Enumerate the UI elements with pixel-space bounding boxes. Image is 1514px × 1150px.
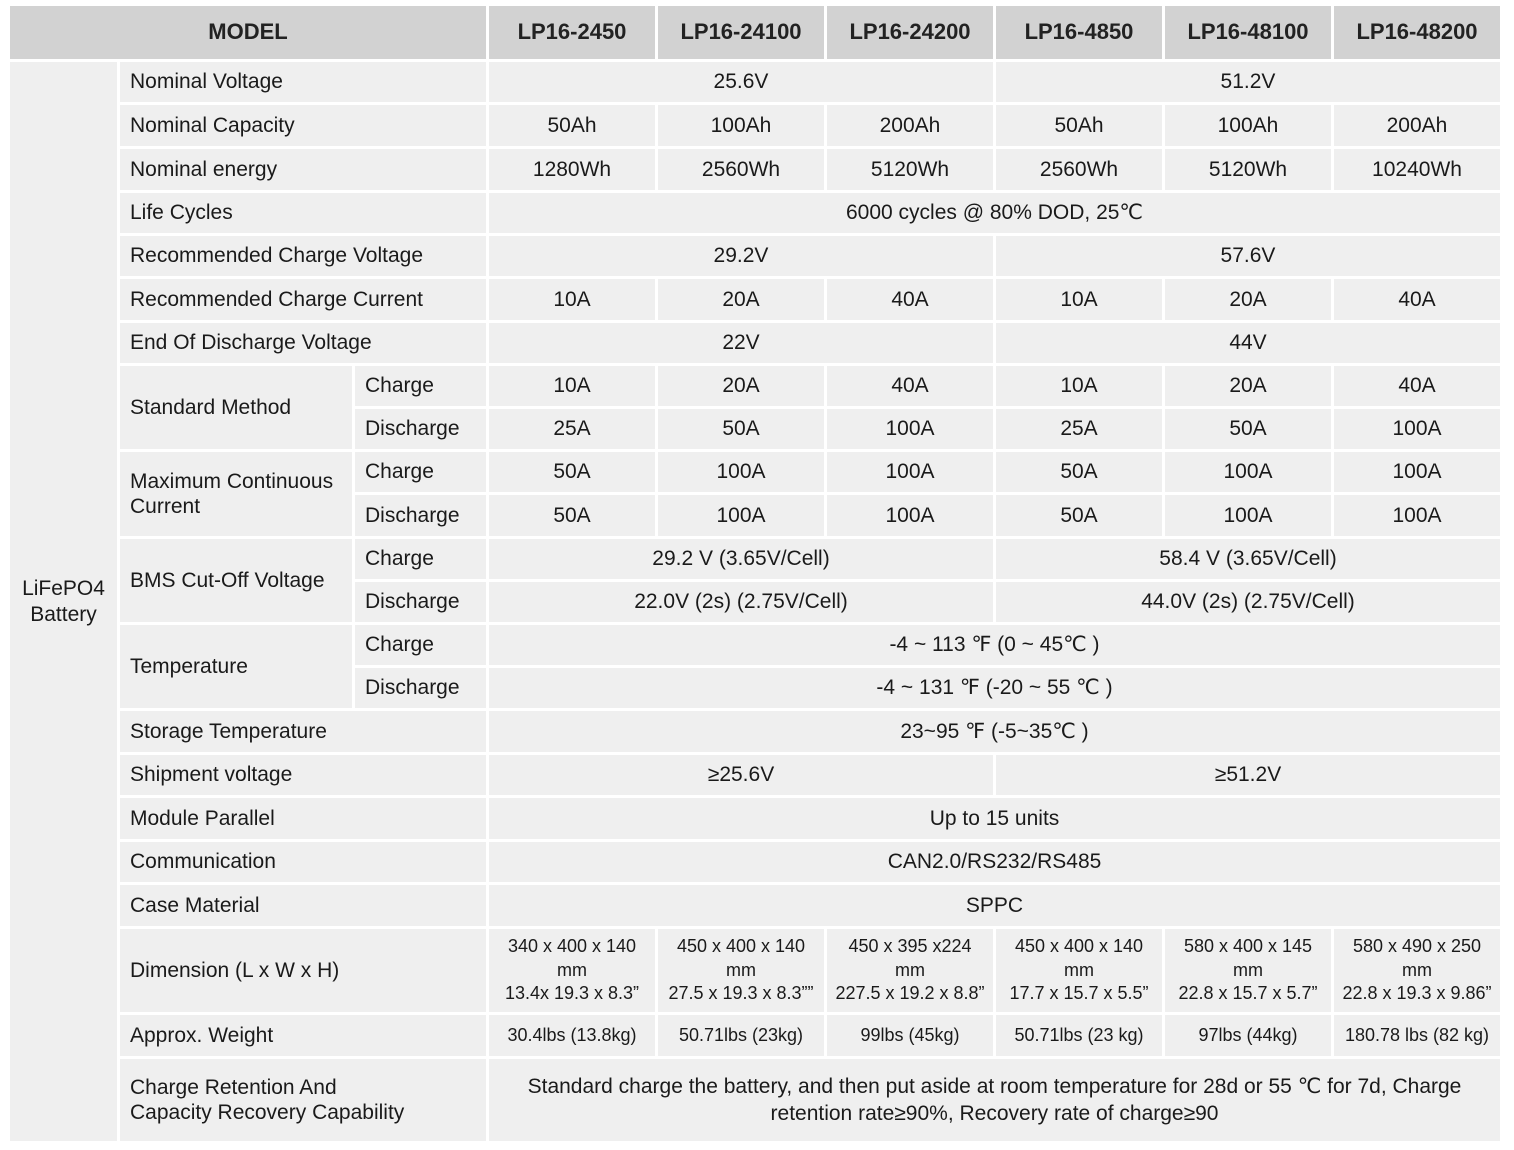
dimension-inch: 17.7 x 15.7 x 5.5”: [1009, 983, 1149, 1004]
row-label: Temperature: [120, 625, 355, 711]
table-row: [10, 236, 1503, 279]
row-label: Recommended Charge Voltage: [120, 236, 489, 279]
dimension-mm: 580 x 490 x 250: [1352, 936, 1482, 957]
dimension-mm: 450 x 400 x 140: [676, 936, 806, 957]
table-row: [10, 62, 1503, 105]
dimension-unit: mm: [557, 959, 587, 980]
value-cell: 100A: [827, 409, 996, 452]
value-cell: 25A: [996, 409, 1165, 452]
dimension-unit: mm: [895, 959, 925, 980]
value-cell: 50A: [489, 495, 658, 539]
table-row: [10, 711, 1503, 755]
value-cell: 2560Wh: [658, 149, 827, 193]
table-row: [10, 323, 1503, 366]
value-cell: 100A: [658, 495, 827, 539]
row-label: Approx. Weight: [120, 1015, 489, 1059]
row-label-line: Charge Retention And: [130, 1075, 337, 1099]
value-cell: 50A: [996, 495, 1165, 539]
sub-label: Discharge: [355, 582, 489, 625]
model-column-header: LP16-2450: [489, 6, 658, 62]
row-label: Nominal Capacity: [120, 105, 489, 149]
value-cell: 57.6V: [996, 236, 1503, 279]
value-cell: 22V: [489, 323, 996, 366]
value-cell: 20A: [1165, 279, 1334, 323]
value-cell: 200Ah: [827, 105, 996, 149]
value-cell: 29.2V: [489, 236, 996, 279]
dimension-unit: mm: [726, 959, 756, 980]
value-cell: 40A: [827, 279, 996, 323]
header-row: [10, 6, 1503, 62]
row-label-line: Capacity Recovery Capability: [130, 1101, 405, 1124]
value-cell: 25.6V: [489, 62, 996, 105]
value-cell: 100A: [658, 452, 827, 495]
value-cell: 50A: [1165, 409, 1334, 452]
model-header: MODEL: [10, 6, 489, 62]
sub-label: Charge: [355, 366, 489, 409]
value-cell: 20A: [658, 279, 827, 323]
row-label: Communication: [120, 842, 489, 885]
value-cell: SPPC: [489, 885, 1503, 929]
value-cell: 20A: [1165, 366, 1334, 409]
table-row: [10, 842, 1503, 885]
value-cell: ≥25.6V: [489, 755, 996, 798]
row-label: [120, 452, 355, 539]
row-label: Dimension (L x W x H): [120, 929, 489, 1015]
value-cell: 50A: [658, 409, 827, 452]
value-cell: 6000 cycles @ 80% DOD, 25℃: [489, 193, 1503, 236]
table-row: [10, 625, 1503, 668]
value-cell: 40A: [1334, 366, 1503, 409]
row-label: [120, 1059, 489, 1144]
sub-label: Discharge: [355, 668, 489, 711]
value-cell: 22.0V (2s) (2.75V/Cell): [489, 582, 996, 625]
table-row: [10, 885, 1503, 929]
value-cell: 100A: [1334, 495, 1503, 539]
value-cell: 58.4 V (3.65V/Cell): [996, 539, 1503, 582]
value-cell: 40A: [1334, 279, 1503, 323]
retention-text-line: retention rate≥90%, Recovery rate of charge≥90: [770, 1102, 1219, 1125]
row-label: Storage Temperature: [120, 711, 489, 755]
row-label: BMS Cut-Off Voltage: [120, 539, 355, 625]
model-column-header: LP16-24200: [827, 6, 996, 62]
value-cell: 100A: [1334, 452, 1503, 495]
value-cell: 100A: [1165, 452, 1334, 495]
table-row: [10, 452, 1503, 495]
table-row: [10, 366, 1503, 409]
dimension-mm: 580 x 400 x 145: [1183, 936, 1313, 957]
table-row: [10, 539, 1503, 582]
dimension-cell: [1165, 929, 1334, 1015]
value-cell: 20A: [658, 366, 827, 409]
row-label: End Of Discharge Voltage: [120, 323, 489, 366]
table-row: [10, 755, 1503, 798]
value-cell: 44.0V (2s) (2.75V/Cell): [996, 582, 1503, 625]
row-label: Life Cycles: [120, 193, 489, 236]
value-cell: 10A: [489, 366, 658, 409]
value-cell: 100A: [827, 495, 996, 539]
value-cell: 100A: [1165, 495, 1334, 539]
dimension-mm: 450 x 395 x224: [848, 936, 972, 957]
row-label-line: Maximum Continuous: [130, 469, 334, 493]
dimension-unit: mm: [1233, 959, 1263, 980]
value-cell: Up to 15 units: [489, 798, 1503, 842]
dimension-inch: 22.8 x 15.7 x 5.7”: [1178, 983, 1318, 1004]
table-row: [10, 105, 1503, 149]
value-cell: -4 ~ 131 ℉ (-20 ~ 55 ℃ ): [489, 668, 1503, 711]
dimension-cell: [996, 929, 1165, 1015]
value-cell: 50Ah: [489, 105, 658, 149]
value-cell: 50.71lbs (23 kg): [996, 1015, 1165, 1059]
dimension-inch: 227.5 x 19.2 x 8.8”: [835, 983, 985, 1004]
row-label: Recommended Charge Current: [120, 279, 489, 323]
value-cell: 10A: [489, 279, 658, 323]
retention-text-line: Standard charge the battery, and then put aside at room temperature for 28d or 55 ℃ for 7d, Charge: [527, 1074, 1462, 1098]
dimension-cell: [1334, 929, 1503, 1015]
value-cell: CAN2.0/RS232/RS485: [489, 842, 1503, 885]
value-cell: 25A: [489, 409, 658, 452]
row-label-line: Current: [130, 495, 201, 518]
value-cell: 5120Wh: [827, 149, 996, 193]
model-column-header: LP16-48200: [1334, 6, 1503, 62]
model-column-header: LP16-48100: [1165, 6, 1334, 62]
dimension-mm: 340 x 400 x 140: [507, 936, 637, 957]
table-row: [10, 149, 1503, 193]
value-cell: 29.2 V (3.65V/Cell): [489, 539, 996, 582]
value-cell: 2560Wh: [996, 149, 1165, 193]
model-column-header: LP16-24100: [658, 6, 827, 62]
value-cell: 100Ah: [658, 105, 827, 149]
value-cell: 30.4lbs (13.8kg): [489, 1015, 658, 1059]
value-cell: 50.71lbs (23kg): [658, 1015, 827, 1059]
category-line: Battery: [30, 602, 97, 626]
value-cell: ≥51.2V: [996, 755, 1503, 798]
dimension-cell: [489, 929, 658, 1015]
row-label: Nominal Voltage: [120, 62, 489, 105]
value-cell: 5120Wh: [1165, 149, 1334, 193]
value-cell: 23~95 ℉ (-5~35℃ ): [489, 711, 1503, 755]
table-row: [10, 279, 1503, 323]
dimension-mm: 450 x 400 x 140: [1014, 936, 1144, 957]
value-cell: 10A: [996, 366, 1165, 409]
category-cell: [10, 62, 120, 1144]
row-label: Nominal energy: [120, 149, 489, 193]
table-row: [10, 929, 1503, 1015]
value-cell: 10A: [996, 279, 1165, 323]
table-row: [10, 1059, 1503, 1144]
sub-label: Discharge: [355, 409, 489, 452]
dimension-cell: [658, 929, 827, 1015]
dimension-inch: 27.5 x 19.3 x 8.3””: [668, 983, 814, 1004]
value-cell: 40A: [827, 366, 996, 409]
spec-table: [10, 6, 1503, 1144]
value-cell: 100A: [1334, 409, 1503, 452]
value-cell: 97lbs (44kg): [1165, 1015, 1334, 1059]
value-cell: 50Ah: [996, 105, 1165, 149]
dimension-unit: mm: [1064, 959, 1094, 980]
table-row: [10, 193, 1503, 236]
sub-label: Charge: [355, 539, 489, 582]
table-row: [10, 798, 1503, 842]
value-cell: 51.2V: [996, 62, 1503, 105]
table-row: [10, 1015, 1503, 1059]
row-label: Standard Method: [120, 366, 355, 452]
value-cell: -4 ~ 113 ℉ (0 ~ 45℃ ): [489, 625, 1503, 668]
value-cell: 180.78 lbs (82 kg): [1334, 1015, 1503, 1059]
value-cell: 100A: [827, 452, 996, 495]
sub-label: Charge: [355, 625, 489, 668]
value-cell: 1280Wh: [489, 149, 658, 193]
dimension-inch: 22.8 x 19.3 x 9.86”: [1342, 983, 1492, 1004]
sub-label: Discharge: [355, 495, 489, 539]
value-cell: 100Ah: [1165, 105, 1334, 149]
value-cell: 44V: [996, 323, 1503, 366]
row-label: Case Material: [120, 885, 489, 929]
dimension-cell: [827, 929, 996, 1015]
dimension-unit: mm: [1402, 959, 1432, 980]
value-cell: 50A: [996, 452, 1165, 495]
row-label: Shipment voltage: [120, 755, 489, 798]
dimension-inch: 13.4x 19.3 x 8.3”: [504, 983, 640, 1004]
row-label: Module Parallel: [120, 798, 489, 842]
sub-label: Charge: [355, 452, 489, 495]
model-column-header: LP16-4850: [996, 6, 1165, 62]
value-cell: 10240Wh: [1334, 149, 1503, 193]
value-cell: 200Ah: [1334, 105, 1503, 149]
value-cell: [489, 1059, 1503, 1144]
value-cell: 99lbs (45kg): [827, 1015, 996, 1059]
category-line: LiFePO4: [22, 577, 105, 601]
value-cell: 50A: [489, 452, 658, 495]
